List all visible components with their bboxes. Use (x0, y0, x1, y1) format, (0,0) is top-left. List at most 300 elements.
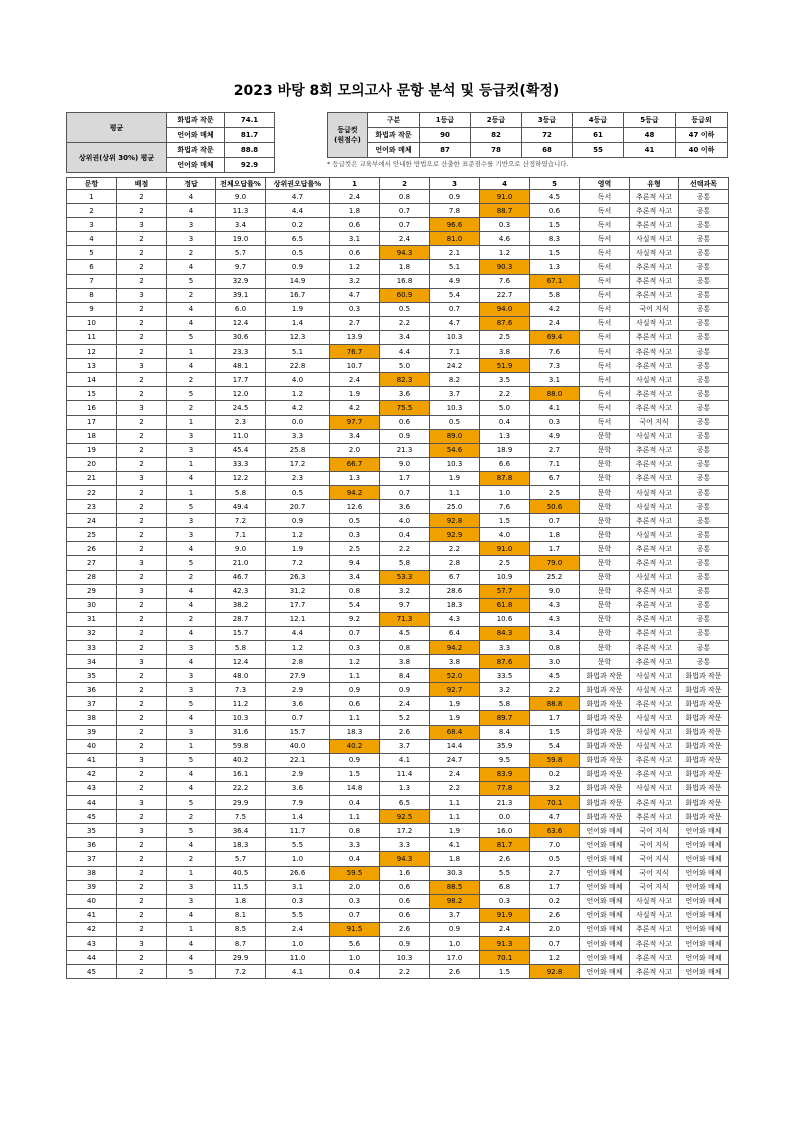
table-cell: 17.2 (380, 824, 430, 838)
table-cell: 공통 (679, 542, 729, 556)
table-cell: 2 (117, 810, 167, 824)
grade-cut-cell: 48 (624, 128, 676, 143)
top-average-label: 상위권(상위 30%) 평균 (67, 143, 167, 173)
table-cell: 33 (67, 641, 117, 655)
table-row (67, 190, 729, 204)
table-cell: 4 (167, 190, 216, 204)
table-cell: 35 (67, 669, 117, 683)
table-cell: 3 (167, 641, 216, 655)
table-cell: 81.0 (430, 232, 480, 246)
column-header: 3 (430, 178, 480, 190)
table-cell: 6.0 (216, 302, 266, 316)
table-cell: 0.7 (380, 218, 430, 232)
table-cell: 54.6 (430, 443, 480, 457)
table-row (67, 485, 729, 499)
table-cell: 0.7 (380, 204, 430, 218)
table-cell: 43 (67, 936, 117, 950)
table-cell: 0.7 (330, 626, 380, 640)
table-cell: 추론적 사고 (630, 612, 679, 626)
table-cell: 8 (67, 288, 117, 302)
table-cell: 0.9 (430, 922, 480, 936)
table-cell: 53.3 (380, 570, 430, 584)
table-cell: 언어와 매체 (679, 922, 729, 936)
grade-cut-label-line1: 등급컷 (337, 126, 358, 134)
table-cell: 40.2 (330, 739, 380, 753)
table-cell: 4.1 (266, 965, 330, 979)
table-cell: 공통 (679, 584, 729, 598)
table-cell: 50.6 (530, 500, 580, 514)
table-cell: 88.0 (530, 387, 580, 401)
table-cell: 0.4 (480, 415, 530, 429)
table-cell: 91.0 (480, 542, 530, 556)
table-cell: 0.6 (380, 908, 430, 922)
grade-cut-header-cell: 구분 (368, 113, 420, 128)
table-cell: 1.8 (380, 260, 430, 274)
table-cell: 3 (167, 669, 216, 683)
table-cell: 3 (167, 514, 216, 528)
table-cell: 7.3 (216, 683, 266, 697)
table-cell: 12.6 (330, 500, 380, 514)
table-cell: 94.3 (380, 852, 430, 866)
table-cell: 5.8 (480, 697, 530, 711)
table-cell: 공통 (679, 528, 729, 542)
table-cell: 0.9 (266, 260, 330, 274)
table-cell: 국어 지식 (630, 880, 679, 894)
table-cell: 5.4 (330, 598, 380, 612)
table-cell: 81.7 (480, 838, 530, 852)
table-cell: 4.3 (430, 612, 480, 626)
table-cell: 16.8 (380, 274, 430, 288)
table-cell: 79.0 (530, 556, 580, 570)
table-cell: 9.0 (380, 457, 430, 471)
table-cell: 14 (67, 373, 117, 387)
table-cell: 26.6 (266, 866, 330, 880)
table-cell: 7.1 (430, 345, 480, 359)
table-cell: 43 (67, 781, 117, 795)
table-cell: 31.6 (216, 725, 266, 739)
table-cell: 독서 (580, 359, 630, 373)
table-cell: 0.3 (330, 894, 380, 908)
table-cell: 48.0 (216, 669, 266, 683)
table-cell: 0.7 (430, 302, 480, 316)
grade-cut-header-cell: 1등급 (420, 113, 471, 128)
table-cell: 14.8 (330, 781, 380, 795)
table-cell: 공통 (679, 514, 729, 528)
table-cell: 4 (167, 316, 216, 330)
table-cell: 92.7 (430, 683, 480, 697)
table-cell: 94.2 (430, 641, 480, 655)
table-cell: 화법과 작문 (580, 796, 630, 810)
table-cell: 3.4 (330, 570, 380, 584)
table-cell: 2 (117, 739, 167, 753)
table-cell: 2.9 (266, 767, 330, 781)
table-cell: 화법과 작문 (580, 711, 630, 725)
table-cell: 2.3 (266, 471, 330, 485)
table-cell: 0.5 (266, 246, 330, 260)
table-cell: 2 (117, 457, 167, 471)
table-cell: 4 (167, 655, 216, 669)
table-cell: 공통 (679, 598, 729, 612)
table-cell: 화법과 작문 (679, 711, 729, 725)
table-cell: 언어와 매체 (580, 852, 630, 866)
table-cell: 1.2 (266, 641, 330, 655)
column-header: 상위권오답률% (266, 178, 330, 190)
table-cell: 30 (67, 598, 117, 612)
table-cell: 29 (67, 584, 117, 598)
table-cell: 0.9 (380, 683, 430, 697)
table-cell: 27 (67, 556, 117, 570)
table-row (67, 218, 729, 232)
table-cell: 7.2 (266, 556, 330, 570)
table-cell: 4 (167, 936, 216, 950)
table-cell: 1.0 (266, 852, 330, 866)
table-cell: 2 (117, 232, 167, 246)
table-cell: 3.2 (480, 683, 530, 697)
table-cell: 4 (167, 584, 216, 598)
table-cell: 39.1 (216, 288, 266, 302)
table-cell: 5.5 (266, 838, 330, 852)
table-row (67, 415, 729, 429)
table-cell: 3.8 (480, 345, 530, 359)
table-cell: 3.6 (266, 697, 330, 711)
table-cell: 9.4 (330, 556, 380, 570)
table-cell: 9 (67, 302, 117, 316)
table-cell: 91.3 (480, 936, 530, 950)
table-cell: 화법과 작문 (679, 781, 729, 795)
table-cell: 5.8 (530, 288, 580, 302)
table-cell: 언어와 매체 (679, 866, 729, 880)
table-cell: 사실적 사고 (630, 316, 679, 330)
table-cell: 1.4 (266, 316, 330, 330)
table-cell: 언어와 매체 (580, 936, 630, 950)
table-row (67, 584, 729, 598)
table-cell: 7.2 (216, 514, 266, 528)
table-cell: 1.2 (330, 260, 380, 274)
table-cell: 32 (67, 626, 117, 640)
table-cell: 0.6 (380, 880, 430, 894)
table-cell: 4 (167, 471, 216, 485)
table-row (67, 528, 729, 542)
table-cell: 3 (167, 218, 216, 232)
table-cell: 공통 (679, 429, 729, 443)
table-cell: 2 (117, 274, 167, 288)
table-cell: 공통 (679, 556, 729, 570)
table-row (67, 951, 729, 965)
table-cell: 4 (167, 908, 216, 922)
table-cell: 0.9 (266, 514, 330, 528)
table-cell: 1.3 (380, 781, 430, 795)
table-cell: 10.3 (216, 711, 266, 725)
table-cell: 문학 (580, 556, 630, 570)
table-cell: 28.6 (430, 584, 480, 598)
table-cell: 2.8 (430, 556, 480, 570)
table-cell: 31 (67, 612, 117, 626)
average-label: 평균 (67, 113, 167, 143)
table-cell: 독서 (580, 387, 630, 401)
table-cell: 24.2 (430, 359, 480, 373)
table-cell: 7.2 (216, 965, 266, 979)
table-cell: 9.5 (480, 753, 530, 767)
table-cell: 16.7 (266, 288, 330, 302)
table-cell: 22.2 (216, 781, 266, 795)
table-cell: 2 (117, 697, 167, 711)
table-cell: 9.0 (216, 190, 266, 204)
table-cell: 언어와 매체 (679, 936, 729, 950)
table-cell: 40.5 (216, 866, 266, 880)
table-cell: 12.4 (216, 655, 266, 669)
table-cell: 0.9 (430, 190, 480, 204)
table-cell: 4.7 (430, 316, 480, 330)
grade-cut-note: * 등급컷은 교육부에서 안내한 방법으로 산출한 표준점수를 기반으로 산정하였습니다. (327, 160, 569, 168)
table-cell: 언어와 매체 (679, 852, 729, 866)
table-cell: 4.5 (380, 626, 430, 640)
table-cell: 3 (167, 683, 216, 697)
table-cell: 92.8 (430, 514, 480, 528)
table-cell: 84.3 (480, 626, 530, 640)
table-cell: 94.2 (330, 485, 380, 499)
table-cell: 추론적 사고 (630, 951, 679, 965)
table-cell: 2.0 (330, 880, 380, 894)
table-row (67, 781, 729, 795)
table-cell: 2 (117, 908, 167, 922)
table-cell: 공통 (679, 457, 729, 471)
table-cell: 2 (117, 330, 167, 344)
table-cell: 9.7 (216, 260, 266, 274)
table-cell: 국어 지식 (630, 415, 679, 429)
table-cell: 공통 (679, 260, 729, 274)
table-row (67, 274, 729, 288)
table-cell: 5.5 (266, 908, 330, 922)
table-cell: 1.1 (330, 810, 380, 824)
table-cell: 공통 (679, 612, 729, 626)
table-cell: 추론적 사고 (630, 443, 679, 457)
table-cell: 38 (67, 866, 117, 880)
table-cell: 1.2 (266, 387, 330, 401)
table-cell: 11.0 (266, 951, 330, 965)
table-cell: 3.3 (330, 838, 380, 852)
top-average-value: 92.9 (225, 158, 275, 173)
table-cell: 공통 (679, 232, 729, 246)
table-cell: 공통 (679, 345, 729, 359)
table-cell: 7 (67, 274, 117, 288)
table-cell: 22.1 (266, 753, 330, 767)
table-cell: 0.2 (530, 767, 580, 781)
table-cell: 2 (117, 570, 167, 584)
table-row (67, 570, 729, 584)
table-cell: 2 (167, 852, 216, 866)
table-cell: 사실적 사고 (630, 246, 679, 260)
table-cell: 4.0 (380, 514, 430, 528)
table-cell: 5.0 (480, 401, 530, 415)
table-cell: 0.7 (266, 711, 330, 725)
table-cell: 2.7 (330, 316, 380, 330)
table-cell: 16.0 (480, 824, 530, 838)
table-cell: 문학 (580, 570, 630, 584)
table-cell: 22.7 (480, 288, 530, 302)
table-row (67, 514, 729, 528)
table-cell: 2 (117, 781, 167, 795)
table-cell: 2 (117, 345, 167, 359)
grade-cut-header-cell: 4등급 (573, 113, 624, 128)
table-cell: 1.7 (530, 542, 580, 556)
table-cell: 23.3 (216, 345, 266, 359)
grade-cut-header-cell: 등급외 (676, 113, 728, 128)
table-header-row (67, 178, 729, 190)
table-cell: 독서 (580, 274, 630, 288)
table-cell: 독서 (580, 260, 630, 274)
table-cell: 2.5 (480, 556, 530, 570)
table-cell: 11.5 (216, 880, 266, 894)
table-cell: 3 (117, 655, 167, 669)
table-cell: 추론적 사고 (630, 598, 679, 612)
table-cell: 문학 (580, 429, 630, 443)
table-row (67, 204, 729, 218)
table-cell: 공통 (679, 485, 729, 499)
table-cell: 추론적 사고 (630, 514, 679, 528)
table-cell: 1.5 (480, 514, 530, 528)
table-cell: 공통 (679, 655, 729, 669)
table-cell: 2 (117, 204, 167, 218)
column-header: 2 (380, 178, 430, 190)
table-cell: 3 (117, 471, 167, 485)
table-cell: 추론적 사고 (630, 697, 679, 711)
table-row (67, 542, 729, 556)
table-cell: 42 (67, 922, 117, 936)
table-row (67, 260, 729, 274)
table-cell: 4.3 (530, 598, 580, 612)
table-cell: 76.7 (330, 345, 380, 359)
table-cell: 1.5 (530, 725, 580, 739)
table-row (67, 866, 729, 880)
table-cell: 1 (167, 485, 216, 499)
table-cell: 77.8 (480, 781, 530, 795)
table-cell: 3.3 (380, 838, 430, 852)
table-cell: 추론적 사고 (630, 288, 679, 302)
table-cell: 59.5 (330, 866, 380, 880)
table-cell: 2.6 (480, 852, 530, 866)
table-cell: 1.1 (430, 485, 480, 499)
table-cell: 공통 (679, 190, 729, 204)
table-cell: 21.3 (380, 443, 430, 457)
table-cell: 사실적 사고 (630, 894, 679, 908)
table-cell: 42 (67, 767, 117, 781)
table-cell: 사실적 사고 (630, 429, 679, 443)
table-cell: 2 (117, 612, 167, 626)
table-cell: 화법과 작문 (580, 781, 630, 795)
table-cell: 17.7 (216, 373, 266, 387)
table-cell: 1.7 (530, 880, 580, 894)
table-cell: 26.3 (266, 570, 330, 584)
table-cell: 2 (167, 612, 216, 626)
table-cell: 국어 지식 (630, 302, 679, 316)
table-cell: 7.1 (216, 528, 266, 542)
table-cell: 22.8 (266, 359, 330, 373)
table-cell: 1.9 (430, 711, 480, 725)
table-cell: 5.8 (216, 485, 266, 499)
table-cell: 4 (167, 951, 216, 965)
table-cell: 4.5 (530, 669, 580, 683)
table-cell: 4 (167, 260, 216, 274)
table-cell: 1.9 (330, 387, 380, 401)
table-row (67, 655, 729, 669)
table-cell: 3.3 (480, 641, 530, 655)
grade-cut-cell: 언어와 매체 (368, 143, 420, 158)
table-cell: 공통 (679, 302, 729, 316)
table-cell: 0.4 (330, 965, 380, 979)
table-cell: 1.8 (430, 852, 480, 866)
table-cell: 독서 (580, 345, 630, 359)
table-cell: 7.6 (480, 274, 530, 288)
table-cell: 7.6 (480, 500, 530, 514)
table-cell: 추론적 사고 (630, 965, 679, 979)
table-cell: 7.6 (530, 345, 580, 359)
table-cell: 97.7 (330, 415, 380, 429)
table-cell: 16 (67, 401, 117, 415)
table-cell: 4.2 (330, 401, 380, 415)
table-cell: 추론적 사고 (630, 796, 679, 810)
table-cell: 2.2 (380, 316, 430, 330)
table-cell: 7.3 (530, 359, 580, 373)
table-cell: 4.7 (266, 190, 330, 204)
top-average-value: 88.8 (225, 143, 275, 158)
average-value: 74.1 (225, 113, 275, 128)
table-cell: 18.3 (430, 598, 480, 612)
table-cell: 4 (167, 359, 216, 373)
column-header: 5 (530, 178, 580, 190)
table-cell: 2.4 (380, 232, 430, 246)
average-subject: 언어와 매체 (167, 128, 225, 143)
table-cell: 3 (117, 359, 167, 373)
table-cell: 1 (167, 457, 216, 471)
table-cell: 4.0 (266, 373, 330, 387)
table-cell: 98.2 (430, 894, 480, 908)
table-cell: 22 (67, 485, 117, 499)
table-cell: 2 (117, 767, 167, 781)
table-cell: 36 (67, 683, 117, 697)
table-cell: 3 (117, 796, 167, 810)
table-cell: 13.9 (330, 330, 380, 344)
table-cell: 5 (167, 274, 216, 288)
table-cell: 1.2 (266, 528, 330, 542)
table-cell: 0.5 (266, 485, 330, 499)
table-row (67, 401, 729, 415)
table-cell: 공통 (679, 641, 729, 655)
column-header: 4 (480, 178, 530, 190)
table-row (67, 246, 729, 260)
table-cell: 1.7 (380, 471, 430, 485)
table-cell: 12.3 (266, 330, 330, 344)
table-cell: 25 (67, 528, 117, 542)
table-cell: 2 (117, 260, 167, 274)
table-cell: 1 (167, 415, 216, 429)
table-cell: 36.4 (216, 824, 266, 838)
table-cell: 0.5 (430, 415, 480, 429)
table-cell: 91.5 (330, 922, 380, 936)
table-cell: 91.0 (480, 190, 530, 204)
table-cell: 4.5 (530, 190, 580, 204)
table-cell: 화법과 작문 (580, 669, 630, 683)
table-cell: 공통 (679, 626, 729, 640)
top-average-subject: 화법과 작문 (167, 143, 225, 158)
table-cell: 18 (67, 429, 117, 443)
table-cell: 0.3 (330, 528, 380, 542)
top-average-subject: 언어와 매체 (167, 158, 225, 173)
table-row (67, 373, 729, 387)
table-cell: 2 (117, 711, 167, 725)
table-cell: 10.6 (480, 612, 530, 626)
table-cell: 2.2 (430, 781, 480, 795)
table-cell: 3 (167, 894, 216, 908)
